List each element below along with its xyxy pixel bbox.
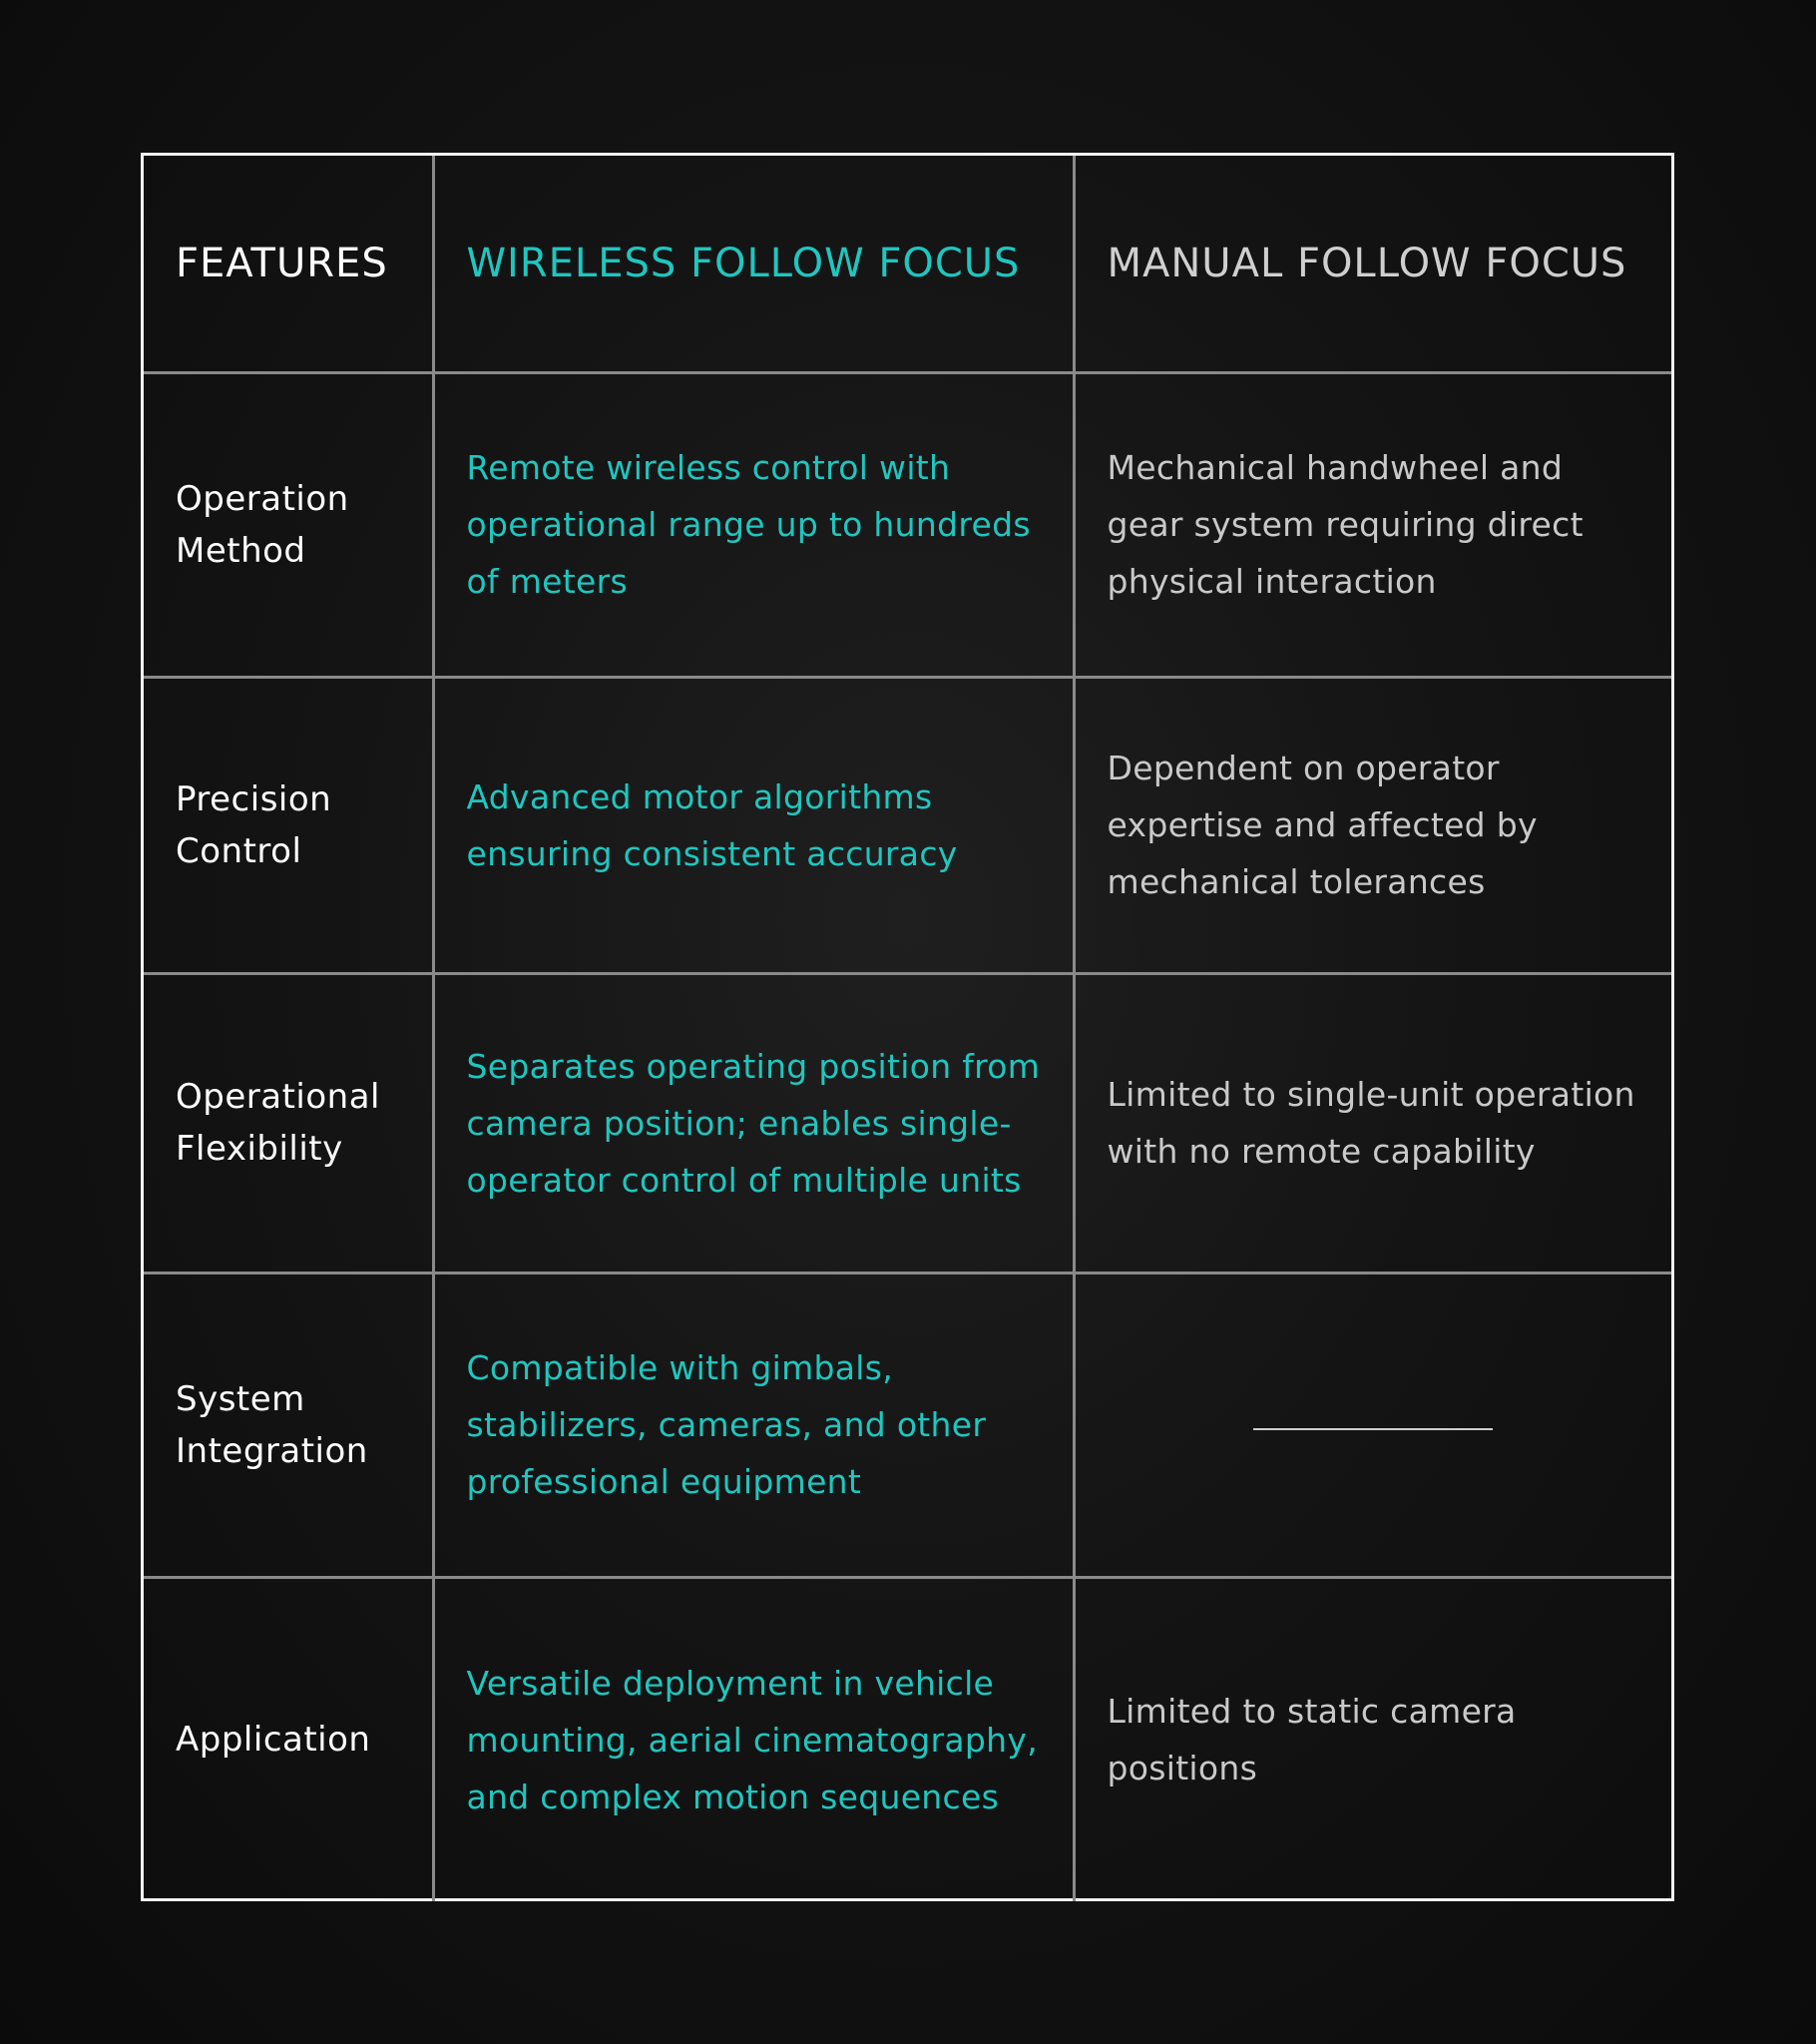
- manual-text: Dependent on operator expertise and affected by mechanical tolerances: [1107, 749, 1538, 901]
- feature-label: Operation Method: [176, 478, 349, 571]
- feature-label: Operational Flexibility: [176, 1077, 380, 1169]
- feature-label: Application: [176, 1720, 371, 1761]
- wireless-text: Remote wireless control with operational range up to hundreds of meters: [466, 448, 1031, 601]
- wireless-text: Compatible with gimbals, stabilizers, cameras, and other professional equipment: [466, 1348, 987, 1501]
- table-row: [144, 677, 1671, 973]
- feature-cell: [144, 372, 433, 677]
- table-row: [144, 973, 1671, 1273]
- feature-cell: [144, 973, 433, 1273]
- manual-text: Limited to static camera positions: [1107, 1692, 1517, 1788]
- header-cell-manual: [1074, 156, 1671, 372]
- manual-cell: [1074, 1577, 1671, 1901]
- wireless-cell: [433, 1273, 1074, 1577]
- wireless-text: Separates operating position from camera position; enables single-operator control of multiple units: [466, 1046, 1041, 1200]
- feature-label: System Integration: [176, 1378, 368, 1471]
- header-features: FEATURES: [176, 240, 388, 286]
- wireless-cell: [433, 677, 1074, 973]
- header-cell-features: [144, 156, 433, 372]
- table-row: [144, 1577, 1671, 1901]
- table-row: [144, 1273, 1671, 1577]
- feature-cell: [144, 1273, 433, 1577]
- header-wireless: WIRELESS FOLLOW FOCUS: [466, 240, 1021, 286]
- comparison-table: [141, 153, 1674, 1901]
- feature-label: Precision Control: [176, 778, 332, 871]
- not-applicable-dash: [1253, 1428, 1493, 1430]
- header-cell-wireless: [433, 156, 1074, 372]
- wireless-text: Advanced motor algorithms ensuring consistent accuracy: [466, 776, 958, 873]
- wireless-text: Versatile deployment in vehicle mounting, aerial cinematography, and complex motion sequences: [466, 1663, 1039, 1816]
- table-header-row: [144, 156, 1671, 372]
- manual-cell: [1074, 372, 1671, 677]
- header-manual: MANUAL FOLLOW FOCUS: [1107, 240, 1627, 286]
- manual-cell: [1074, 677, 1671, 973]
- wireless-cell: [433, 372, 1074, 677]
- table-row: [144, 372, 1671, 677]
- manual-text: Limited to single-unit operation with no remote capability: [1107, 1075, 1635, 1171]
- wireless-cell: [433, 973, 1074, 1273]
- manual-cell: [1074, 973, 1671, 1273]
- manual-cell: [1074, 1273, 1671, 1577]
- wireless-cell: [433, 1577, 1074, 1901]
- manual-text: Mechanical handwheel and gear system requiring direct physical interaction: [1107, 448, 1584, 601]
- feature-cell: [144, 677, 433, 973]
- feature-cell: [144, 1577, 433, 1901]
- comparison-grid: [144, 156, 1671, 1901]
